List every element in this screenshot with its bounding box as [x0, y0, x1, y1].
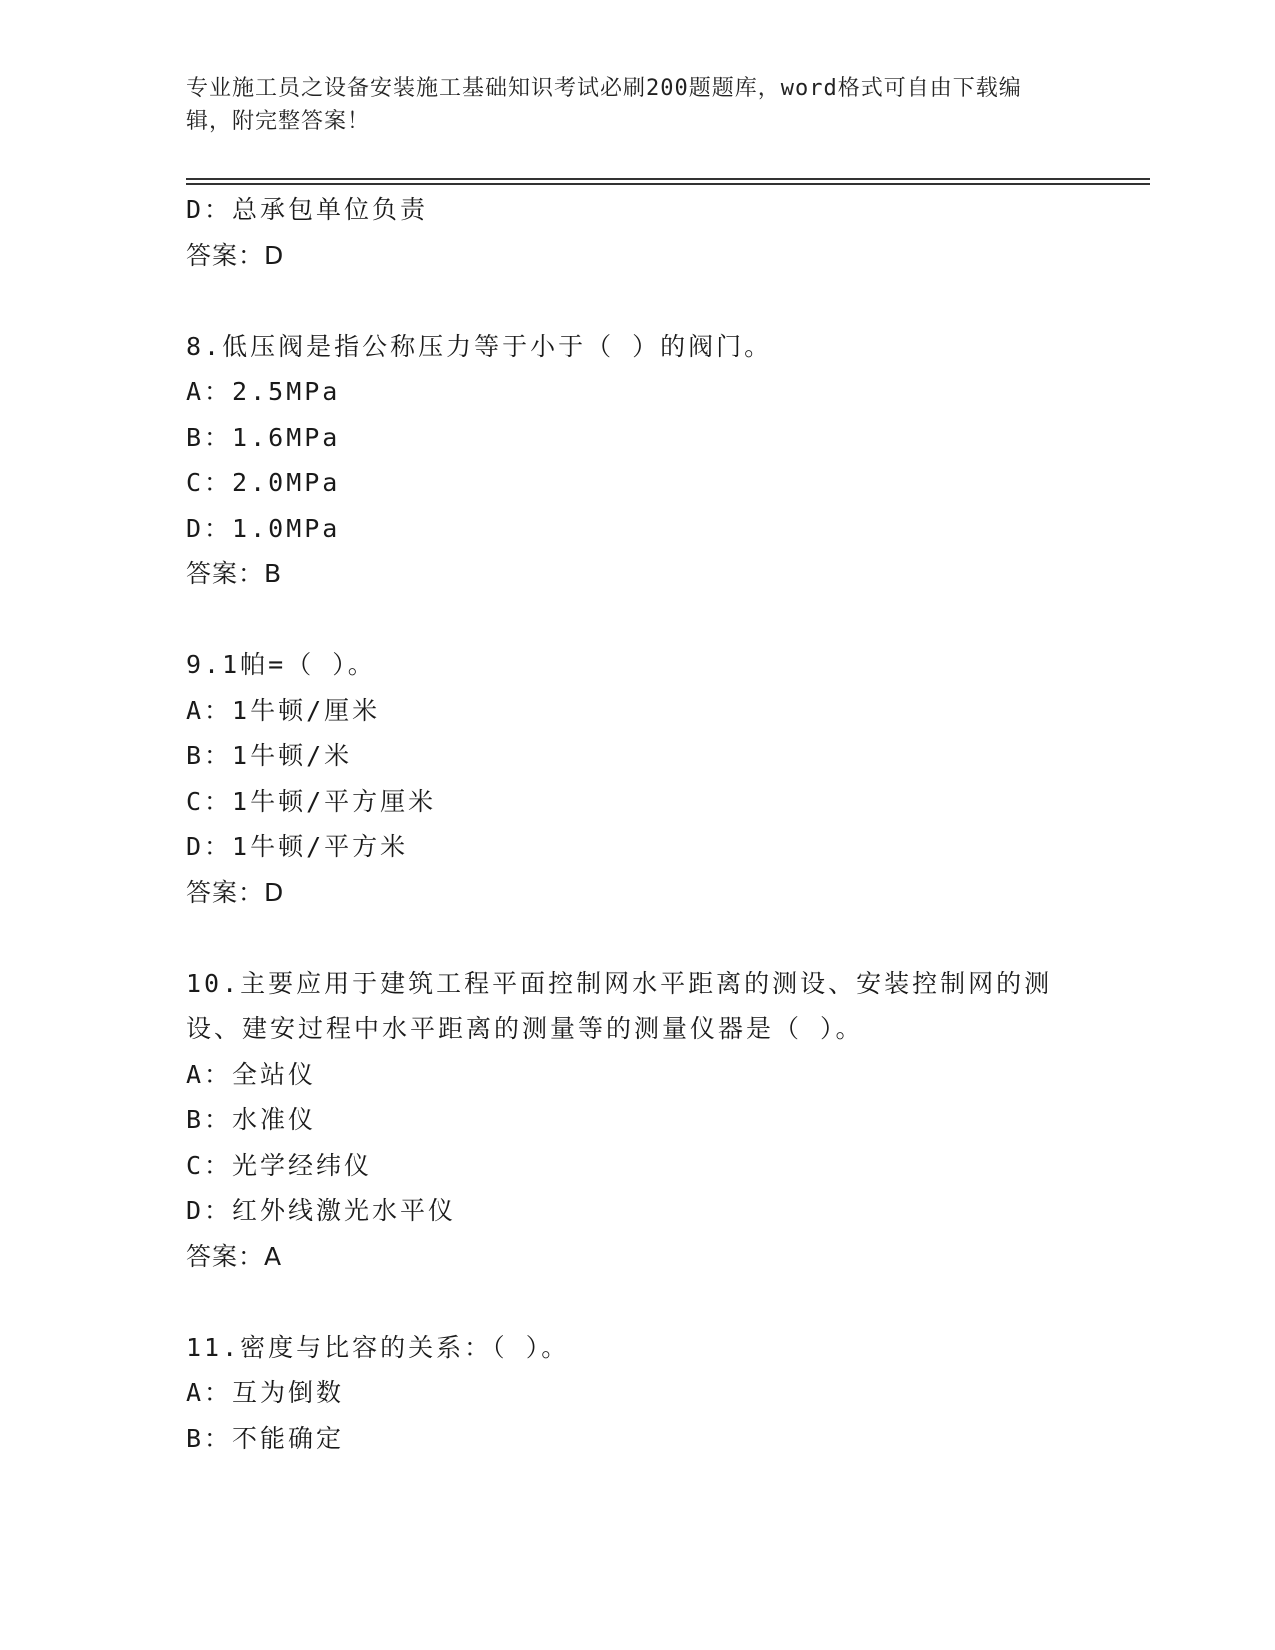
answer: 答案：D: [186, 877, 285, 907]
option-c: C：1牛顿/平方厘米: [186, 786, 437, 816]
question-stem: 10.主要应用于建筑工程平面控制网水平距离的测设、安装控制网的测设、建安过程中水平距离的测量等的测量仪器是（ ）。: [186, 968, 1053, 1043]
answer: 答案：D: [186, 240, 285, 270]
spacer: [186, 1279, 1086, 1325]
option-a: A：互为倒数: [186, 1378, 345, 1407]
option-d: D：总承包单位负责: [186, 195, 429, 224]
option-d: D：1牛顿/平方米: [186, 832, 409, 861]
document-header: 专业施工员之设备安装施工基础知识考试必刷200题题库，word格式可自由下载编辑，附完整答案！: [186, 76, 1022, 134]
option-b: B：1.6MPa: [186, 422, 341, 452]
option-d: D：红外线激光水平仪: [186, 1196, 457, 1225]
option-b: B：水准仪: [186, 1105, 317, 1134]
question-11: [186, 1325, 1086, 1462]
question-9: [186, 642, 1086, 915]
spacer: [186, 915, 1086, 961]
question-list: [186, 187, 1086, 1461]
question-7: [186, 187, 1086, 278]
option-a: A：全站仪: [186, 1059, 317, 1089]
option-b: B：1牛顿/米: [186, 741, 353, 770]
answer: 答案：B: [186, 559, 283, 588]
answer: 答案：A: [186, 1241, 283, 1271]
option-b: B：不能确定: [186, 1423, 345, 1453]
spacer: [186, 597, 1086, 643]
option-d: D：1.0MPa: [186, 513, 341, 543]
header-rule-top: [186, 178, 1150, 180]
question-stem: 8.低压阀是指公称压力等于小于（ ）的阀门。: [186, 331, 773, 361]
option-c: C：2.0MPa: [186, 468, 341, 497]
option-a: A：1牛顿/厘米: [186, 695, 381, 725]
question-stem: 11.密度与比容的关系：（ ）。: [186, 1332, 570, 1362]
question-stem: 9.1帕=（ ）。: [186, 650, 376, 679]
question-8: [186, 324, 1086, 597]
header-rule-bottom: [186, 183, 1150, 185]
option-c: C：光学经纬仪: [186, 1150, 373, 1180]
question-10: [186, 961, 1086, 1280]
spacer: [186, 278, 1086, 324]
option-a: A：2.5MPa: [186, 377, 341, 406]
